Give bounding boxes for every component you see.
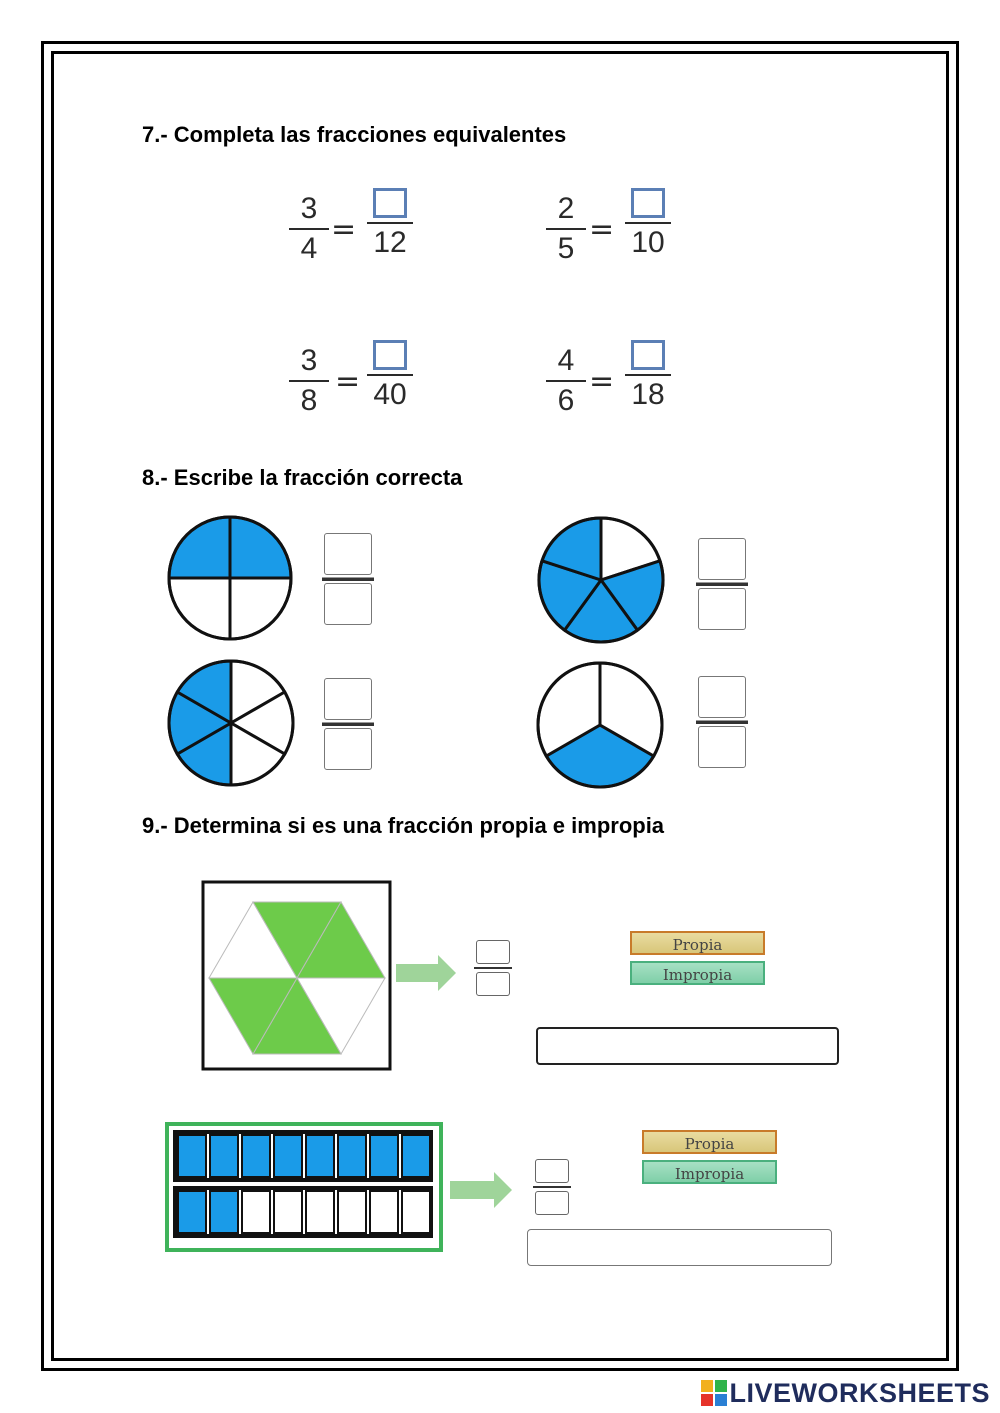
section8-heading: 8.- Escribe la fracción correcta (142, 465, 463, 490)
equals-sign: = (335, 364, 361, 399)
equals-sign: = (331, 212, 357, 247)
option-impropia-1[interactable]: Impropia (630, 961, 765, 985)
denominator: 5 (557, 232, 575, 265)
empty-cell (338, 1191, 366, 1233)
shaded-cell (306, 1135, 334, 1177)
numerator: 2 (557, 192, 575, 225)
numerator: 4 (557, 344, 575, 377)
denominator: 18 (631, 378, 665, 411)
denominator-input[interactable] (476, 972, 510, 996)
numerator: 3 (300, 192, 318, 225)
numerator-input[interactable] (476, 940, 510, 964)
shaded-cell (274, 1135, 302, 1177)
brand-name: LIVEWORKSHEETS (729, 1378, 990, 1408)
answer-drop-field-1[interactable] (536, 1027, 839, 1065)
equals-sign: = (589, 212, 615, 247)
shaded-cell (370, 1135, 398, 1177)
empty-cell (370, 1191, 398, 1233)
section7-heading: 7.- Completa las fracciones equivalentes (142, 122, 567, 147)
liveworksheets-logo-icon (701, 1380, 727, 1406)
empty-cell (306, 1191, 334, 1233)
denominator: 12 (373, 226, 407, 259)
denominator: 6 (557, 384, 575, 417)
option-propia-2[interactable]: Propia (642, 1130, 777, 1154)
option-propia-1[interactable]: Propia (630, 931, 765, 955)
shaded-cell (338, 1135, 366, 1177)
shaded-cell (178, 1191, 206, 1233)
denominator: 8 (300, 384, 318, 417)
small-fraction-1 (474, 940, 512, 996)
denominator: 4 (300, 232, 318, 265)
empty-cell (402, 1191, 430, 1233)
answer-drop-field-2[interactable] (527, 1229, 832, 1266)
denominator: 40 (373, 378, 407, 411)
arrow-icon (396, 955, 456, 991)
small-fraction-2 (533, 1159, 571, 1215)
numerator-input[interactable] (535, 1159, 569, 1183)
equals-sign: = (589, 364, 615, 399)
shaded-cell (210, 1191, 238, 1233)
empty-cell (242, 1191, 270, 1233)
section9-heading: 9.- Determina si es una fracción propia e impropia (142, 813, 665, 838)
shaded-cell (210, 1135, 238, 1177)
option-impropia-2[interactable]: Impropia (642, 1160, 777, 1184)
numerator: 3 (300, 344, 318, 377)
shaded-cell (178, 1135, 206, 1177)
denominator: 10 (631, 226, 665, 259)
empty-cell (274, 1191, 302, 1233)
liveworksheets-logo (701, 1378, 990, 1409)
arrow-icon (450, 1172, 512, 1208)
denominator-input[interactable] (535, 1191, 569, 1215)
shaded-cell (242, 1135, 270, 1177)
shaded-cell (402, 1135, 430, 1177)
